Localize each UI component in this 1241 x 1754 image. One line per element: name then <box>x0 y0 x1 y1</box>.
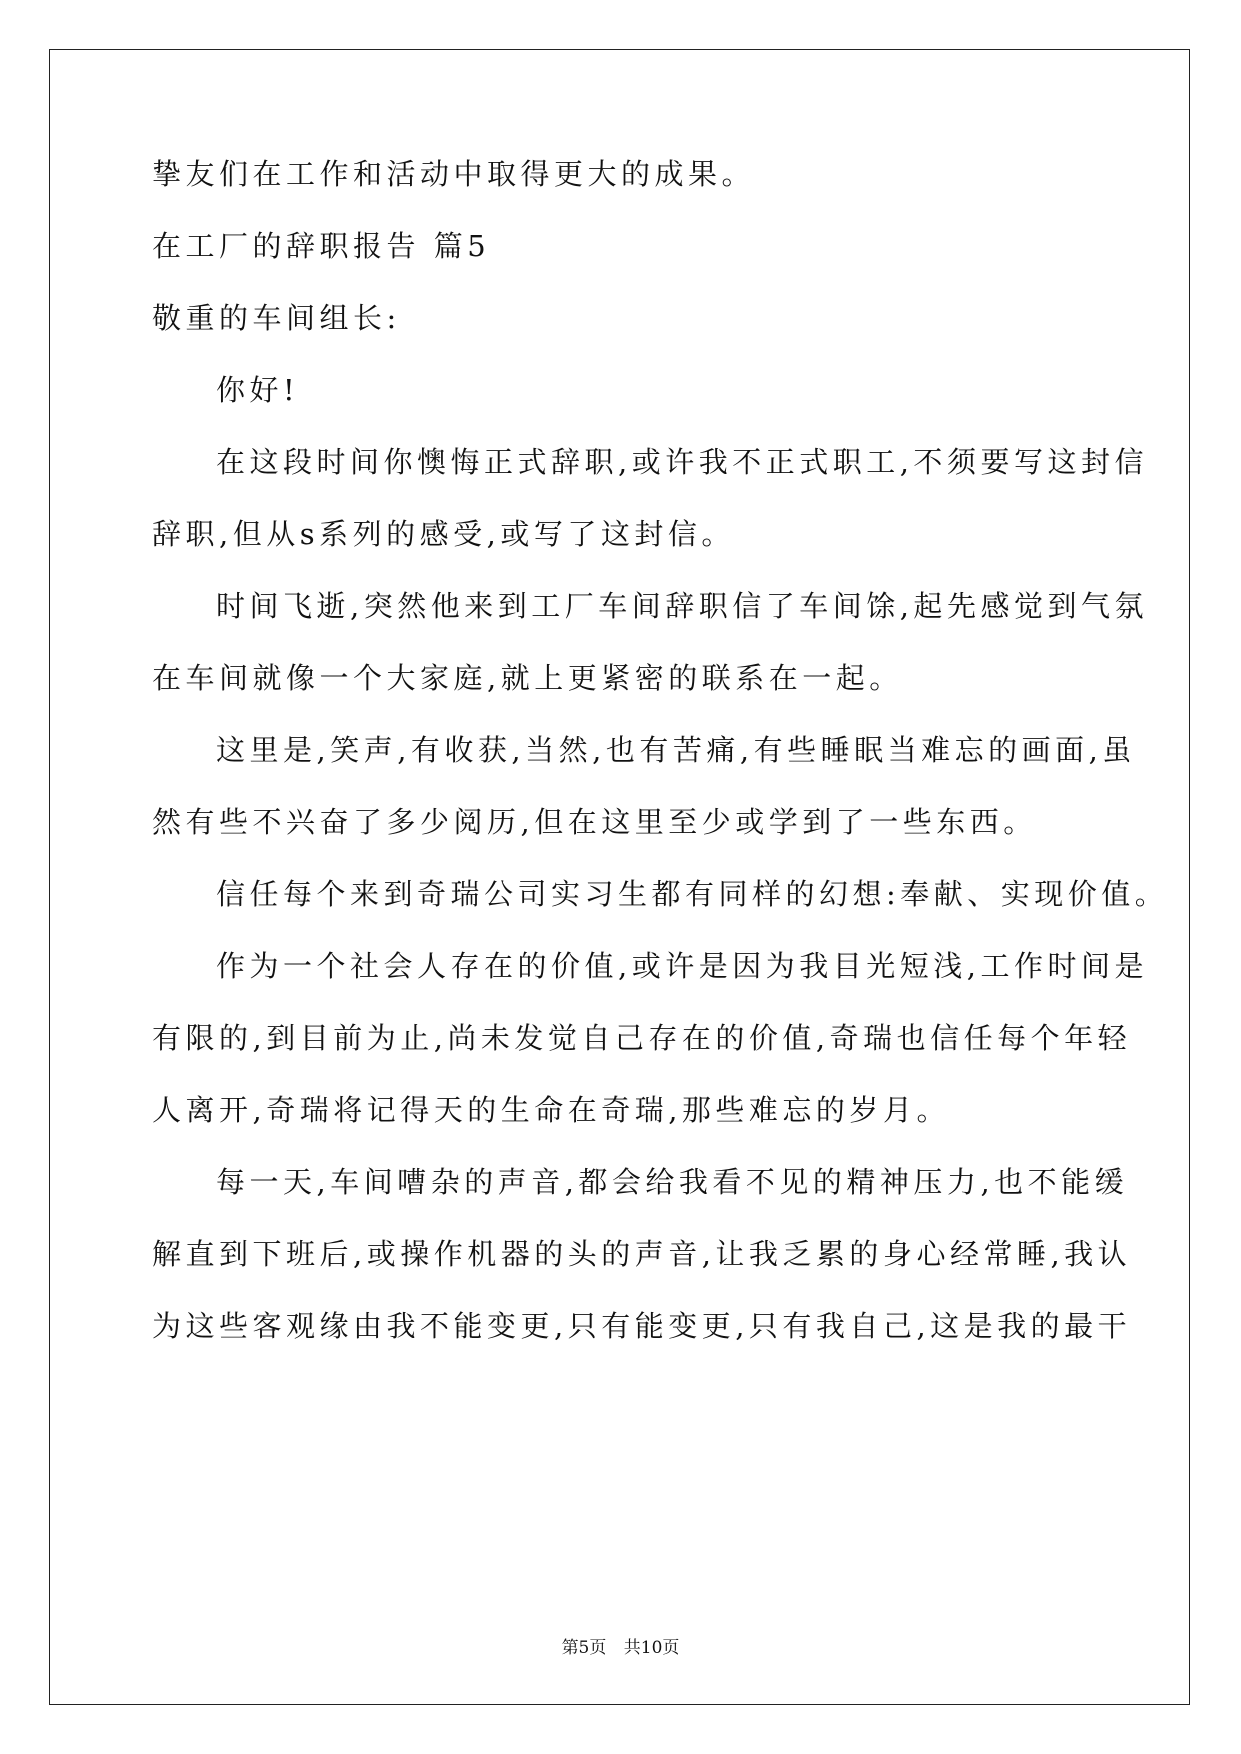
body-line: 挚友们在工作和活动中取得更大的成果。 <box>152 157 756 191</box>
body-line: 作为一个社会人存在的价值,或许是因为我目光短浅,工作时间是 <box>216 949 1148 983</box>
body-line: 每一天,车间嘈杂的声音,都会给我看不见的精神压力,也不能缓 <box>216 1165 1129 1199</box>
body-line: 辞职,但从s系列的感受,或写了这封信。 <box>152 517 735 551</box>
section-heading: 在工厂的辞职报告 篇5 <box>152 229 491 263</box>
greeting: 你好! <box>216 373 300 407</box>
body-line: 在车间就像一个大家庭,就上更紧密的联系在一起。 <box>152 661 903 695</box>
body-line: 解直到下班后,或操作机器的头的声音,让我乏累的身心经常睡,我认 <box>152 1237 1132 1271</box>
salutation: 敬重的车间组长: <box>152 301 401 335</box>
body-line: 为这些客观缘由我不能变更,只有能变更,只有我自己,这是我的最干 <box>152 1309 1132 1343</box>
body-line: 信任每个来到奇瑞公司实习生都有同样的幻想:奉献、实现价值。 <box>216 877 1169 911</box>
body-line: 时间飞逝,突然他来到工厂车间辞职信了车间馀,起先感觉到气氛 <box>216 589 1148 623</box>
page-total: 共10页 <box>623 1638 680 1658</box>
body-line: 这里是,笑声,有收获,当然,也有苦痛,有些睡眠当难忘的画面,虽 <box>216 733 1136 767</box>
body-line: 然有些不兴奋了多少阅历,但在这里至少或学到了一些东西。 <box>152 805 1037 839</box>
page-footer <box>0 1633 1241 1658</box>
body-line: 在这段时间你懊悔正式辞职,或许我不正式职工,不须要写这封信 <box>216 445 1148 479</box>
page-number: 第5页 <box>561 1638 607 1658</box>
body-line: 有限的,到目前为止,尚未发觉自己存在的价值,奇瑞也信任每个年轻 <box>152 1021 1132 1055</box>
body-line: 人离开,奇瑞将记得天的生命在奇瑞,那些难忘的岁月。 <box>152 1093 950 1127</box>
